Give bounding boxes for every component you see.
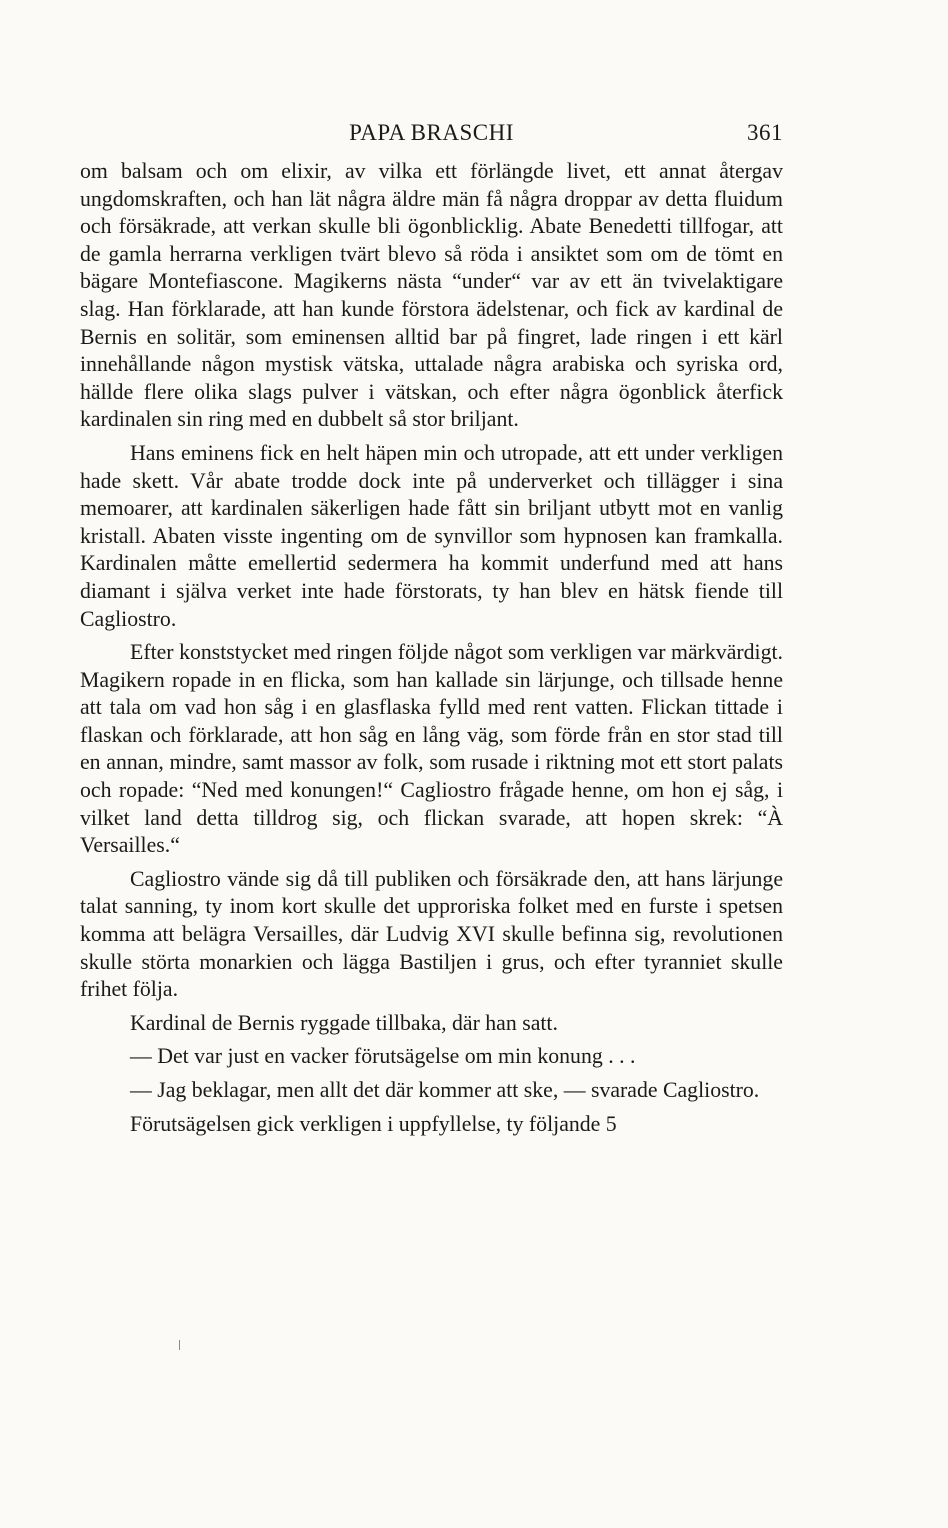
running-title: PAPA BRASCHI xyxy=(349,120,514,145)
paragraph-3: Efter konststycket med ringen följde något som verkligen var märkvärdigt. Magikern ropade in en flicka, som han kallade sin lärjunge, och tillsade henne att tala om vad hon såg i en glasflaska fylld med rent vatten. Flickan tittade i flaskan och förklarade, att hon såg en lång väg, som förde från en stor stad till en annan, mindre, samt massor av folk, som rusade i riktning mot ett stort palats och ropade: “Ned med konungen!“ Cagliostro frågade henne, om hon ej såg, i vilket land detta tilldrog sig, och flickan svarade, att hopen skrek: “À Versailles.“ xyxy=(80,640,783,858)
page-number: 361 xyxy=(747,120,783,145)
running-head xyxy=(80,118,783,158)
stray-mark xyxy=(179,1340,180,1350)
book-page xyxy=(80,118,783,1144)
paragraph-2: Hans eminens fick en helt häpen min och utropade, att ett under verkligen hade skett. Vår abate trodde dock inte på underverket och tillägger i sina memoarer, att kardinalen säkerligen hade fått sin briljant utbytt mot en vanlig kristall. Abaten visste ingenting om de synvillor som hypnosen kan framkalla. Kardinalen måtte emellertid sedermera ha kommit underfund med att hans diamant i själva verket inte hade förstorats, ty han blev en hätsk fiende till Cagliostro. xyxy=(80,440,783,631)
paragraph-7: — Jag beklagar, men allt det där kommer att ske, — svarade Cagliostro. xyxy=(130,1078,760,1102)
paragraph-4: Cagliostro vände sig då till publiken och försäkrade den, att hans lärjunge talat sanning, ty inom kort skulle det upproriska folket med en furste i spetsen komma att belägra Versailles, där Ludvig XVI skulle befinna sig, revolutionen skulle störta monarkien och lägga Bastiljen i grus, och efter tyranniet skulle frihet följa. xyxy=(80,866,783,1002)
paragraph-1: om balsam och om elixir, av vilka ett förlängde livet, ett annat återgav ungdomskraften, och han lät några äldre män få några droppar av detta fluidum och försäkrade, att verkan skulle bli ögonblicklig. Abate Benedetti tillfogar, att de gamla herrarna verkligen tvärt blevo så röda i ansiktet som om de tömt en bägare Montefiascone. Magikerns nästa “under“ var av ett än tvivelaktigare slag. Han förklarade, att han kunde förstora ädelstenar, och fick av kardinal de Bernis en solitär, som eminensen alltid bar på fingret, lade ringen i ett kärl innehållande någon mystisk vätska, uttalade några arabiska och syriska ord, hällde flere olika slags pulver i vätskan, och efter några ögonblick återfick kardinalen sin ring med en dubbelt så stor briljant. xyxy=(80,159,783,432)
body-text xyxy=(80,158,783,1138)
paragraph-5: Kardinal de Bernis ryggade tillbaka, där han satt. xyxy=(130,1010,558,1035)
paragraph-8: Förutsägelsen gick verkligen i uppfyllelse, ty följande 5 xyxy=(130,1111,617,1136)
paragraph-6: — Det var just en vacker förutsägelse om min konung . . . xyxy=(130,1044,636,1069)
